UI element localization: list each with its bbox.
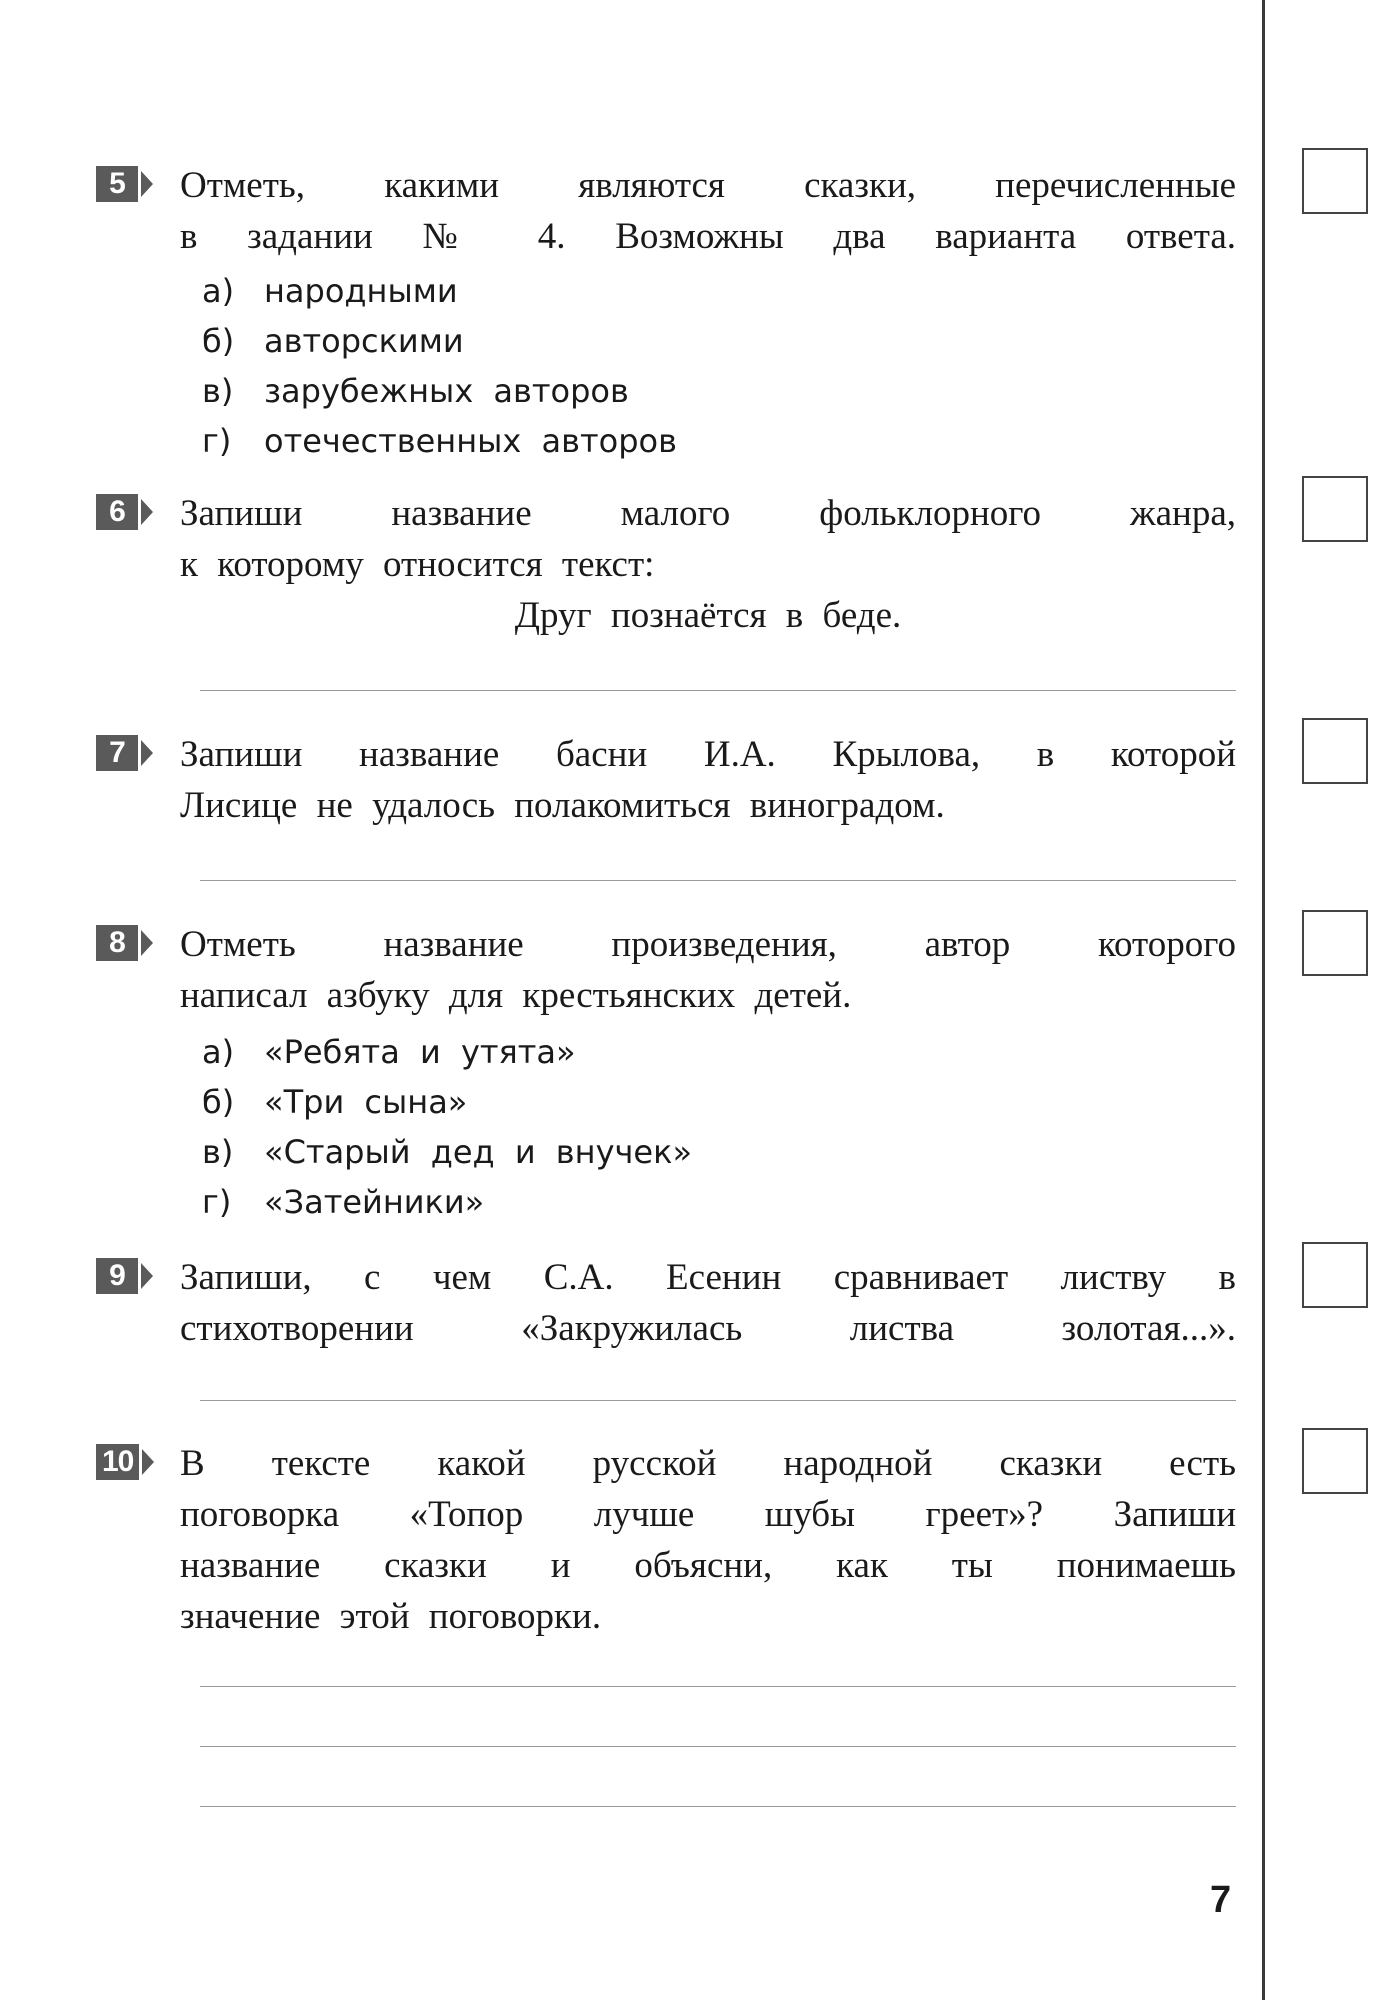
question-line: написал азбуку для крестьянских детей. bbox=[180, 975, 852, 1016]
score-box-6[interactable] bbox=[1302, 476, 1368, 542]
chevron-right-icon bbox=[142, 1449, 154, 1475]
chevron-right-icon bbox=[141, 740, 153, 766]
task-number-badge bbox=[96, 494, 153, 530]
question-line: Запиши название малого фольклорного жанра, bbox=[180, 493, 1236, 534]
option-d[interactable]: г) «Затейники» bbox=[202, 1183, 485, 1221]
task-question bbox=[180, 160, 1236, 262]
task-number-badge bbox=[96, 166, 153, 202]
question-line: поговорка «Топор лучше шубы греет»? Запиши bbox=[180, 1494, 1236, 1535]
task-number: 8 bbox=[96, 925, 138, 961]
task-number-badge bbox=[96, 1444, 154, 1480]
chevron-right-icon bbox=[141, 499, 153, 525]
task-10 bbox=[96, 1438, 1236, 1642]
question-line: В тексте какой русской народной сказки есть bbox=[180, 1443, 1236, 1484]
question-line: значение этой поговорки. bbox=[180, 1596, 602, 1637]
page-number: 7 bbox=[1210, 1879, 1232, 1921]
task-question bbox=[180, 919, 1236, 1021]
answer-line[interactable] bbox=[200, 1746, 1236, 1747]
question-line: название сказки и объясни, как ты понимаешь bbox=[180, 1545, 1236, 1586]
question-line: в задании № 4. Возможны два варианта ответа. bbox=[180, 216, 1236, 257]
chevron-right-icon bbox=[141, 171, 153, 197]
answer-line[interactable] bbox=[200, 1686, 1236, 1687]
task-question bbox=[180, 1252, 1236, 1354]
task-question bbox=[180, 488, 1236, 590]
option-b[interactable]: б) «Три сына» bbox=[202, 1083, 468, 1121]
answer-line[interactable] bbox=[200, 1400, 1236, 1401]
question-line: Запиши название басни И.А. Крылова, в которой bbox=[180, 734, 1236, 775]
task-number: 6 bbox=[96, 494, 138, 530]
chevron-right-icon bbox=[141, 1263, 153, 1289]
task-number: 7 bbox=[96, 735, 138, 771]
answer-options bbox=[202, 1027, 1236, 1227]
option-a[interactable]: а) «Ребята и утята» bbox=[202, 1033, 576, 1071]
question-line: стихотворении «Закружилась листва золотая...». bbox=[180, 1308, 1236, 1349]
margin-rule bbox=[1262, 0, 1265, 2000]
task-number-badge bbox=[96, 925, 153, 961]
task-number: 10 bbox=[96, 1444, 139, 1480]
task-number: 9 bbox=[96, 1258, 138, 1294]
question-line: Запиши, с чем С.А. Есенин сравнивает листву в bbox=[180, 1257, 1236, 1298]
score-box-9[interactable] bbox=[1302, 1242, 1368, 1308]
task-5 bbox=[96, 160, 1236, 466]
answer-line[interactable] bbox=[200, 690, 1236, 691]
option-b[interactable]: б) авторскими bbox=[202, 322, 464, 360]
question-line: к которому относится текст: bbox=[180, 544, 655, 585]
answer-options bbox=[202, 266, 1236, 466]
quoted-text: Друг познаётся в беде. bbox=[514, 595, 902, 636]
task-9 bbox=[96, 1252, 1236, 1354]
task-question bbox=[180, 1438, 1236, 1642]
task-7 bbox=[96, 729, 1236, 831]
score-box-8[interactable] bbox=[1302, 910, 1368, 976]
option-d[interactable]: г) отечественных авторов bbox=[202, 422, 677, 460]
task-6 bbox=[96, 488, 1236, 641]
task-number: 5 bbox=[96, 166, 138, 202]
question-line: Отметь название произведения, автор которого bbox=[180, 924, 1236, 965]
score-box-10[interactable] bbox=[1302, 1428, 1368, 1494]
option-a[interactable]: а) народными bbox=[202, 272, 458, 310]
option-c[interactable]: в) зарубежных авторов bbox=[202, 372, 629, 410]
option-c[interactable]: в) «Старый дед и внучек» bbox=[202, 1133, 693, 1171]
answer-line[interactable] bbox=[200, 1806, 1236, 1807]
answer-line[interactable] bbox=[200, 880, 1236, 881]
question-line: Лисице не удалось полакомиться виноградом. bbox=[180, 785, 945, 826]
task-question bbox=[180, 729, 1236, 831]
question-line: Отметь, какими являются сказки, перечисленные bbox=[180, 165, 1236, 206]
chevron-right-icon bbox=[141, 930, 153, 956]
score-box-7[interactable] bbox=[1302, 718, 1368, 784]
task-number-badge bbox=[96, 1258, 153, 1294]
score-box-5[interactable] bbox=[1302, 148, 1368, 214]
task-8 bbox=[96, 919, 1236, 1227]
task-number-badge bbox=[96, 735, 153, 771]
